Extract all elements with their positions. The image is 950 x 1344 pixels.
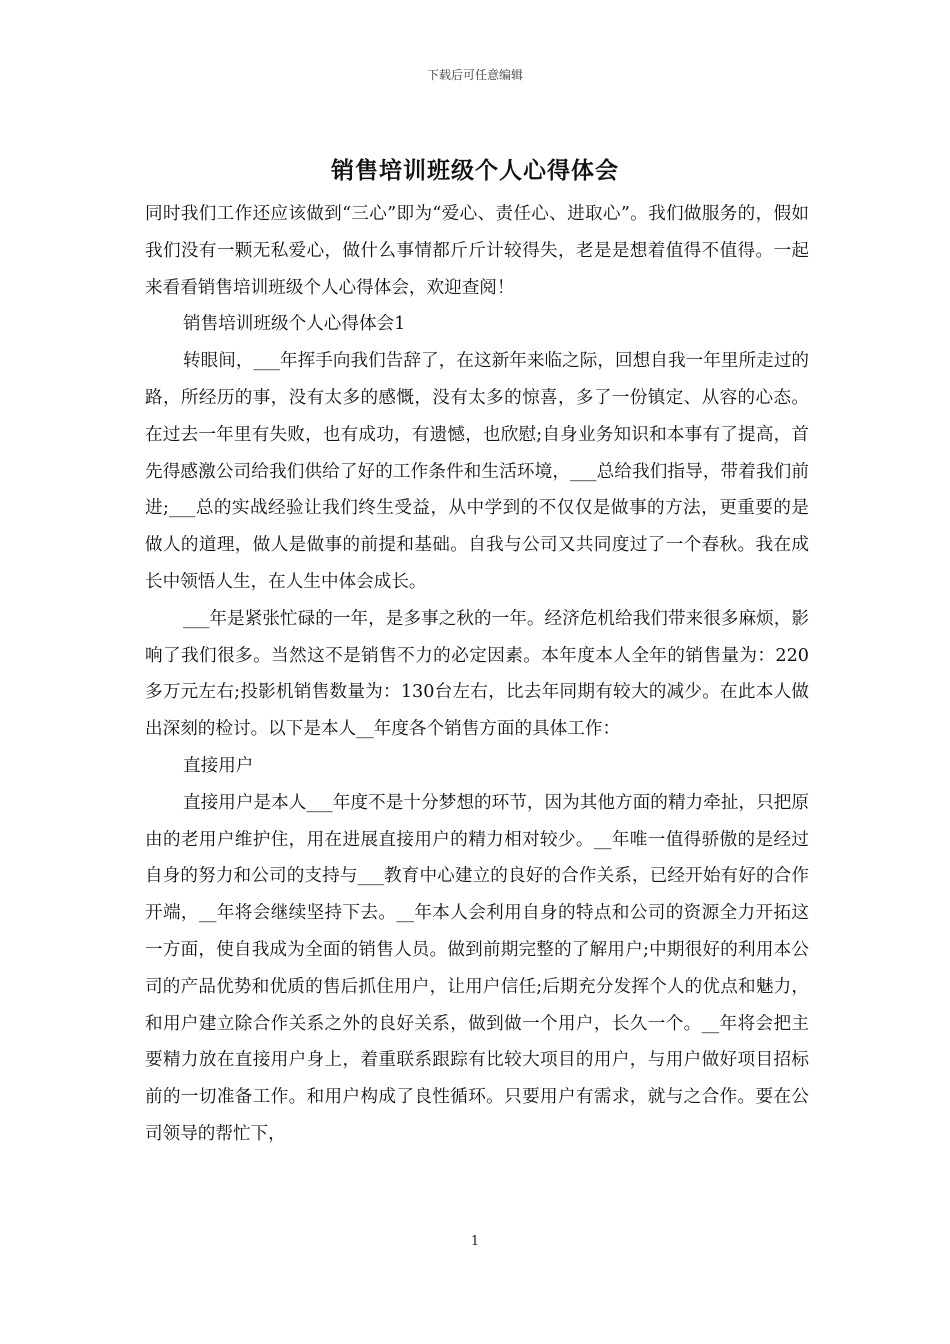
paragraph-intro: 同时我们工作还应该做到“三心”即为“爱心、责任心、进取心”。我们做服务的，假如我们没有一颗无私爱心，做什么事情都斤斤计较得失，老是是想着值得不值得。一起来看看销售培训班级个人心得体会，欢迎查阅！ xyxy=(145,204,809,298)
section-heading: 销售培训班级个人心得体会1 xyxy=(183,314,406,335)
document-title: 销售培训班级个人心得体会 xyxy=(331,157,619,184)
document-body xyxy=(145,196,809,1153)
paragraph: 转眼间，___年挥手向我们告辞了，在这新年来临之际，回想自我一年里所走过的路，所经历的事，没有太多的感慨，没有太多的惊喜，多了一份镇定、从容的心态。在过去一年里有失败，也有成功，有遗憾，也欣慰;自身业务知识和本事有了提高，首先得感激公司给我们供给了好的工作条件和生活环境，___总给我们指导，带着我们前进;___总的实战经验让我们终生受益，从中学到的不仅仅是做事的方法，更重要的是做人的道理，做人是做事的前提和基础。自我与公司又共同度过了一个春秋。我在成长中领悟人生，在人生中体会成长。 xyxy=(145,351,809,592)
page-number: 1 xyxy=(470,1234,480,1249)
paragraph: 直接用户是本人___年度不是十分梦想的环节，因为其他方面的精力牵扯，只把原由的老用户维护住，用在进展直接用户的精力相对较少。__年唯一值得骄傲的是经过自身的努力和公司的支持与___教育中心建立的良好的合作关系，已经开始有好的合作开端，__年将会继续坚持下去。__年本人会利用自身的特点和公司的资源全力开拓这一方面，使自我成为全面的销售人员。做到前期完整的了解用户;中期很好的利用本公司的产品优势和优质的售后抓住用户，让用户信任;后期充分发挥个人的优点和魅力，和用户建立除合作关系之外的良好关系，做到做一个用户，长久一个。__年将会把主要精力放在直接用户身上，着重联系跟踪有比较大项目的用户，与用户做好项目招标前的一切准备工作。和用户构成了良性循环。只要用户有需求，就与之合作。要在公司领导的帮忙下， xyxy=(145,792,809,1144)
paragraph: ___年是紧张忙碌的一年，是多事之秋的一年。经济危机给我们带来很多麻烦，影响了我们很多。当然这不是销售不力的必定因素。本年度本人全年的销售量为：220多万元左右;投影机销售数量为：130台左右，比去年同期有较大的减少。在此本人做出深刻的检讨。以下是本人__年度各个销售方面的具体工作： xyxy=(145,608,809,740)
header-note: 下载后可任意编辑 xyxy=(426,68,523,82)
subsection-heading: 直接用户 xyxy=(183,755,254,776)
